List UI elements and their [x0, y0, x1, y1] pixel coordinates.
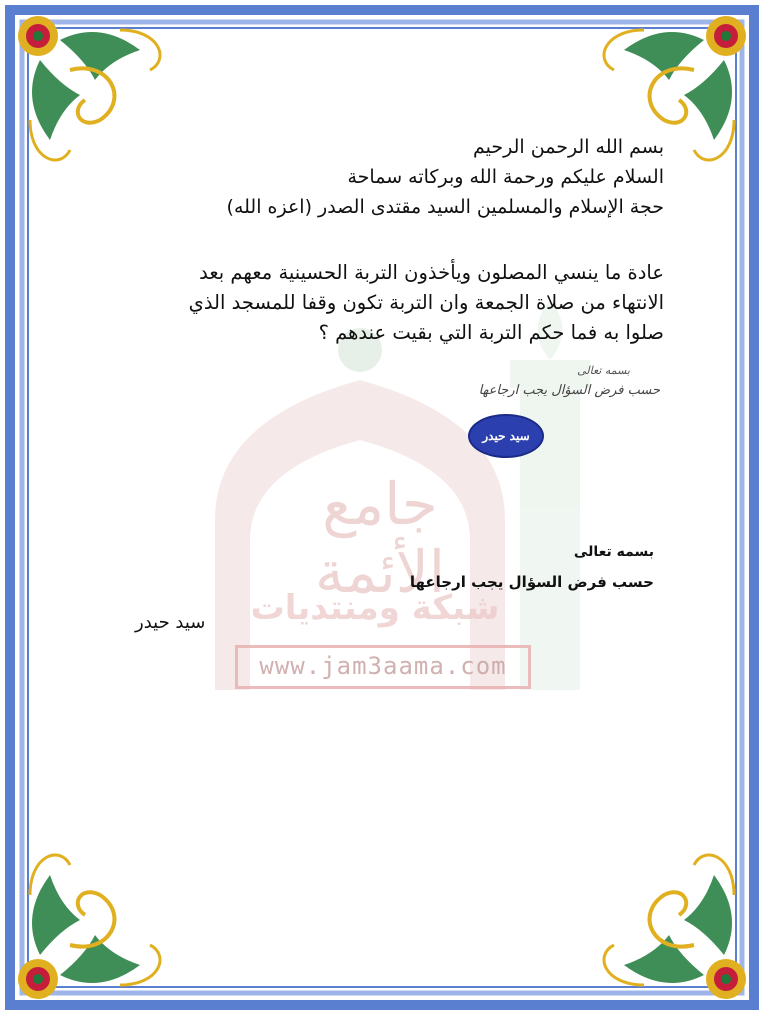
answer-signature: سيد حيدر	[135, 612, 206, 633]
question-line: عادة ما ينسي المصلون ويأخذون التربة الحسينية معهم بعد	[199, 261, 664, 284]
answer-title: بسمه تعالى	[573, 544, 654, 560]
handwritten-line-1: بسمه تعالى	[577, 364, 630, 377]
question-salutation	[144, 132, 664, 222]
handwritten-line-2: حسب فرض السؤال يجب ارجاعها	[478, 383, 660, 398]
salutation-line: السلام عليكم ورحمة الله وبركاته سماحة	[347, 166, 664, 188]
stamp-seal: سيد حيدر	[468, 414, 544, 458]
watermark-url: www.jam3aama.com	[235, 645, 531, 689]
question-line: الانتهاء من صلاة الجمعة وان التربة تكون وقفا للمسجد الذي	[188, 291, 664, 314]
salutation-line: حجة الإسلام والمسلمين السيد مقتدى الصدر (اعزه الله)	[226, 196, 664, 218]
official-stamp	[468, 414, 544, 458]
handwritten-answer	[435, 360, 660, 420]
question-line: صلوا به فما حكم التربة التي بقيت عندهم ؟	[318, 321, 664, 344]
answer-text: حسب فرض السؤال يجب ارجاعها	[409, 573, 654, 591]
corner-ornament-top-left	[18, 16, 160, 160]
question-body	[124, 258, 664, 348]
watermark-arabic-title: جامع الأئمة	[315, 470, 445, 606]
corner-ornament-bottom-left	[18, 855, 160, 999]
corner-ornament-bottom-right	[604, 855, 746, 999]
watermark-arabic-subtitle: شبكة ومنتديات	[250, 588, 500, 628]
salutation-line: بسم الله الرحمن الرحيم	[473, 136, 664, 158]
